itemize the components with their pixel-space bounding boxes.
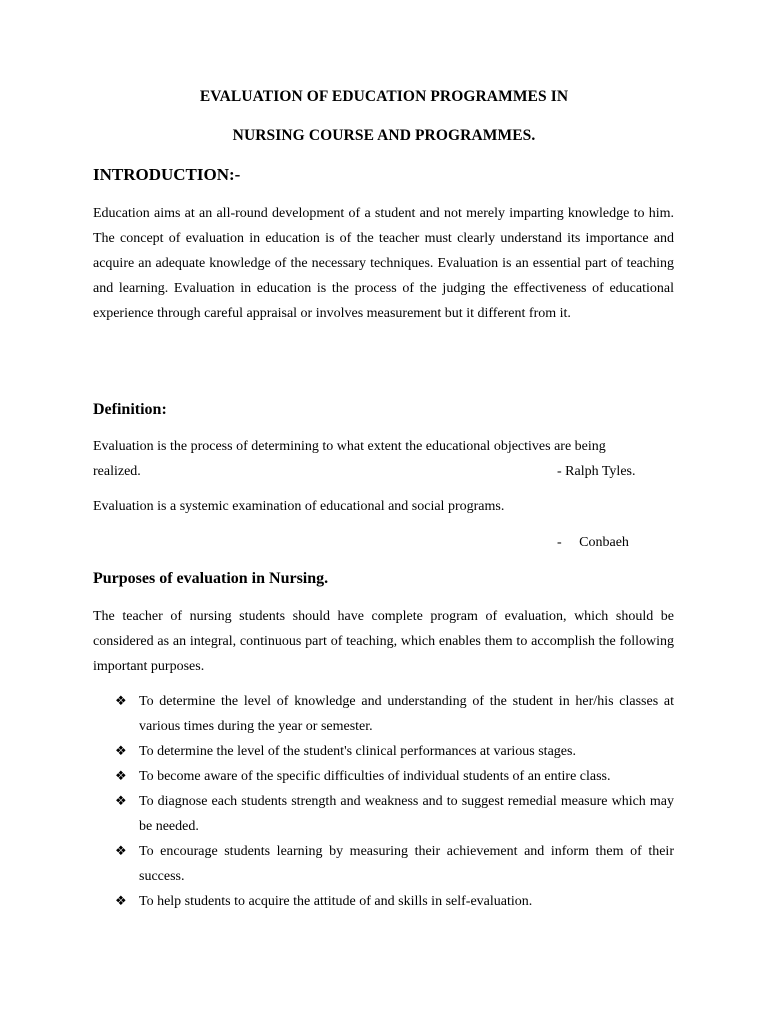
list-item-text: To determine the level of knowledge and understanding of the student in her/his classes at various times during the year or semester. xyxy=(139,694,674,734)
diamond-bullet-icon: ❖ xyxy=(115,844,127,859)
introduction-heading: INTRODUCTION:- xyxy=(93,165,241,184)
list-item xyxy=(115,889,674,914)
list-item xyxy=(115,839,674,889)
title-line-1: EVALUATION OF EDUCATION PROGRAMMES IN xyxy=(199,88,569,105)
definition-2-author: - Conbaeh xyxy=(557,535,629,550)
list-item-text: To become aware of the specific difficulties of individual students of an entire class. xyxy=(139,769,611,784)
definition-1-line-2: realized. xyxy=(93,464,141,479)
diamond-bullet-icon: ❖ xyxy=(115,694,127,709)
list-item-text: To diagnose each students strength and weakness and to suggest remedial measure which may be needed. xyxy=(139,794,674,834)
purposes-intro-paragraph: The teacher of nursing students should have complete program of evaluation, which should be considered as an integral, continuous part of teaching, which enables them to accomplish the following important purposes. xyxy=(93,609,674,674)
purposes-list xyxy=(115,689,674,914)
definition-2-text: Evaluation is a systemic examination of educational and social programs. xyxy=(93,499,505,514)
diamond-bullet-icon: ❖ xyxy=(115,894,127,909)
definition-1-line-1: Evaluation is the process of determining to what extent the educational objectives are being xyxy=(93,439,606,454)
diamond-bullet-icon: ❖ xyxy=(115,769,127,784)
list-item-text: To help students to acquire the attitude of and skills in self-evaluation. xyxy=(139,894,533,909)
list-item-text: To determine the level of the student's clinical performances at various stages. xyxy=(139,744,576,759)
list-item xyxy=(115,739,674,764)
diamond-bullet-icon: ❖ xyxy=(115,794,127,809)
diamond-bullet-icon: ❖ xyxy=(115,744,127,759)
purposes-heading: Purposes of evaluation in Nursing. xyxy=(93,570,329,587)
list-item xyxy=(115,789,674,839)
list-item xyxy=(115,689,674,739)
title-line-2: NURSING COURSE AND PROGRAMMES. xyxy=(232,127,536,144)
definition-heading: Definition: xyxy=(93,401,167,418)
list-item xyxy=(115,764,674,789)
list-item-text: To encourage students learning by measuring their achievement and inform them of their success. xyxy=(139,844,674,884)
introduction-paragraph: Education aims at an all-round development of a student and not merely imparting knowledge to him. The concept of evaluation in education is of the teacher must clearly understand its importance and acquire an adequate knowledge of the necessary techniques. Evaluation is an essential part of teaching and learning. Evaluation in education is the process of the judging the effectiveness of educational experience through careful appraisal or involves measurement but it different from it. xyxy=(93,206,674,321)
definition-1-author: - Ralph Tyles. xyxy=(557,464,636,479)
